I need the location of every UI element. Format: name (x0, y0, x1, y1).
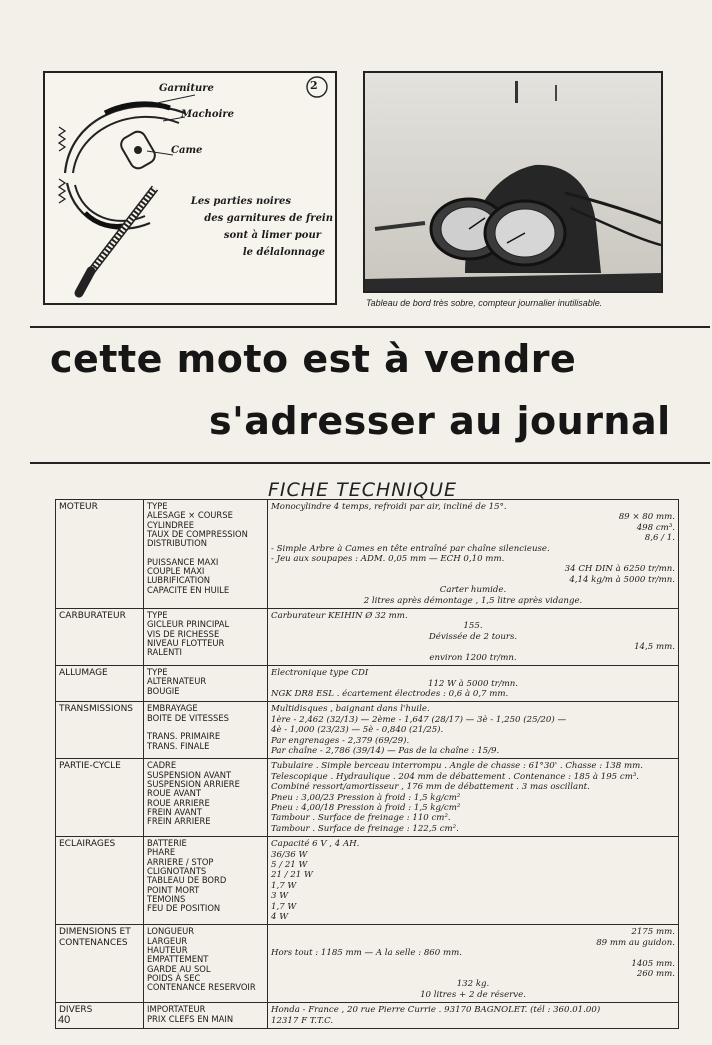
spec-label: CAPACITE EN HUILE (147, 584, 230, 595)
spec-label: NIVEAU FLOTTEUR (147, 637, 225, 648)
dashboard-photo (363, 71, 663, 293)
spec-value: 260 mm. (636, 969, 675, 980)
spec-label: TYPE (147, 667, 168, 678)
spec-label: GARDE AU SOL (147, 963, 211, 974)
spec-label: ROUE AVANT (147, 788, 201, 799)
spec-label: CLIGNOTANTS (147, 866, 207, 877)
spec-label: LONGUEUR (147, 926, 195, 937)
spec-value: 89 mm au guidon. (596, 937, 675, 948)
spec-labels (144, 609, 268, 666)
spec-value: Capacité 6 V , 4 AH. (271, 839, 360, 850)
spec-row (56, 666, 679, 702)
spec-label: CONTENANCE RESERVOIR (147, 982, 256, 993)
spec-label: TYPE (147, 501, 168, 511)
figure-note-line: Les parties noires (190, 196, 291, 207)
spec-values (268, 837, 679, 925)
spec-value: 3 W (271, 891, 289, 902)
spec-label: DISTRIBUTION (147, 538, 207, 549)
spec-label: LUBRIFICATION (147, 575, 211, 586)
spec-row (56, 759, 679, 837)
spec-label: BATTERIE (147, 838, 187, 849)
spec-label: EMBRAYAGE (147, 703, 198, 714)
brake-shoe-drawing (45, 73, 335, 303)
spec-value: 112 W à 5000 tr/mn. (427, 678, 519, 689)
dashboard-photo-image (365, 73, 661, 291)
spec-label: ALTERNATEUR (147, 676, 207, 687)
spec-category: CARBURATEUR (56, 609, 144, 666)
spec-label: BOUGIE (147, 685, 180, 696)
spec-value: Carter humide. (439, 585, 507, 596)
spec-label: TEMOINS (147, 893, 186, 904)
spec-row (56, 702, 679, 759)
spec-value: - Jeu aux soupapes : ADM. 0,05 mm — ECH 0,10 mm. (271, 554, 505, 565)
spec-values (268, 925, 679, 1003)
spec-row (56, 609, 679, 666)
spec-label: POINT MORT (147, 884, 200, 895)
spec-labels (144, 500, 268, 609)
fiche-title: FICHE TECHNIQUE (268, 479, 457, 501)
spec-value: Electronique type CDI (271, 668, 369, 679)
spec-value: 498 cm³. (636, 522, 675, 533)
spec-category: TRANSMISSIONS (56, 702, 144, 759)
spec-value: Hors tout : 1185 mm — A la selle : 860 mm. (271, 948, 462, 959)
spec-value: Telescopique . Hydraulique . 204 mm de débattement . Contenance : 185 à 195 cm³. (271, 771, 640, 782)
divider-bottom (30, 462, 710, 464)
photo-caption: Tableau de bord très sobre, compteur journalier inutilisable. (366, 298, 603, 308)
spec-category: DIMENSIONS ET CONTENANCES (56, 925, 144, 1003)
spec-value: 155. (463, 621, 483, 632)
spec-value: 10 litres + 2 de réserve. (420, 989, 526, 1000)
spec-label: BOITE DE VITESSES (147, 712, 229, 723)
headline-line2: s'adresser au journal (209, 399, 671, 443)
spec-value: Pneu : 3,00/23 Pression à froid : 1,5 kg/cm² (271, 792, 461, 803)
spec-values (268, 666, 679, 702)
spec-label: TRANS. FINALE (147, 740, 210, 751)
spec-value: Tubulaire . Simple berceau interrompu . Angle de chasse : 61°30' . Chasse : 138 mm. (271, 761, 643, 772)
spec-label: FREIN AVANT (147, 806, 202, 817)
spec-row (56, 837, 679, 925)
brake-shoe-figure (43, 71, 337, 305)
spec-value: 21 / 21 W (271, 870, 313, 881)
figure-note (171, 193, 335, 261)
spec-row (56, 500, 679, 609)
spec-value: 5 / 21 W (271, 860, 308, 870)
spec-value: Honda - France , 20 rue Pierre Currie . 93170 BAGNOLET. (tél : 360.01.00) (271, 1005, 601, 1016)
spec-category: DIVERS (56, 1003, 144, 1029)
headline-line1: cette moto est à vendre (50, 337, 577, 381)
spec-label: CADRE (147, 760, 177, 771)
spec-label: ALESAGE × COURSE (147, 510, 233, 521)
spec-values (268, 609, 679, 666)
spec-labels (144, 837, 268, 925)
spec-category: MOTEUR (56, 500, 144, 609)
spec-label: POIDS À SEC (147, 972, 201, 983)
spec-label: PHARE (147, 847, 176, 858)
spec-values (268, 1003, 679, 1029)
spec-value: 4è - 1,000 (23/23) — 5è - 0,840 (21/25). (271, 725, 444, 736)
spec-value: Carburateur KEIHIN Ø 32 mm. (271, 611, 408, 622)
spec-value: Dévissée de 2 tours. (428, 631, 518, 642)
spec-value: 36/36 W (271, 849, 308, 860)
spec-value: 1405 mm. (631, 958, 675, 969)
spec-label: LARGEUR (147, 935, 188, 946)
figure-note-line: le délalonnage (242, 247, 325, 258)
spec-row (56, 1003, 679, 1029)
spec-value: Combiné ressort/amortisseur , 176 mm de débattement . 3 mas oscillant. (271, 782, 590, 793)
spec-label: TAUX DE COMPRESSION (147, 528, 248, 539)
spec-label: PUISSANCE MAXI (147, 556, 219, 567)
figure-number: 2 (310, 79, 318, 92)
spec-value: Tambour . Surface de freinage : 122,5 cm². (271, 823, 459, 834)
spec-row (56, 925, 679, 1003)
spec-label: HAUTEUR (147, 945, 188, 956)
spec-value: 89 × 80 mm. (618, 512, 675, 523)
spec-label: EMPATTEMENT (147, 954, 209, 965)
spec-category: PARTIE-CYCLE (56, 759, 144, 837)
spec-value: 2175 mm. (631, 927, 675, 938)
spec-labels (144, 1003, 268, 1029)
spec-values (268, 500, 679, 609)
spec-value: NGK DR8 ESL . écartement électrodes : 0,6 à 0,7 mm. (271, 688, 509, 699)
spec-label: GICLEUR PRINCIPAL (147, 619, 230, 630)
spec-label: FEU DE POSITION (147, 903, 221, 914)
spec-label: VIS DE RICHESSE (147, 628, 220, 639)
spec-value: Par engrenages - 2,379 (69/29). (271, 735, 410, 746)
page-number: 40 (58, 1014, 71, 1026)
spec-value: Pneu : 4,00/18 Pression à froid : 1,5 kg/cm² (271, 802, 461, 813)
spec-value: 1ère - 2,462 (32/13) — 2ème - 1,647 (28/17) — 3è - 1,250 (25/20) — (271, 714, 567, 725)
spec-value: 1,7 W (271, 880, 297, 891)
figure-note-line: sont à limer pour (223, 230, 321, 241)
spec-label: SUSPENSION ARRIERE (147, 778, 240, 789)
spec-label: TRANS. PRIMAIRE (147, 731, 221, 742)
spec-labels (144, 759, 268, 837)
spec-value: Monocylindre 4 temps, refroidi par air, incliné de 15°. (271, 502, 507, 512)
spec-label: RALENTI (147, 647, 183, 658)
spec-labels (144, 702, 268, 759)
spec-category: ECLAIRAGES (56, 837, 144, 925)
spec-label: TABLEAU DE BORD (147, 875, 227, 886)
spec-value: Multidisques , baignant dans l'huile. (271, 704, 430, 715)
spec-value: 2 litres après démontage , 1,5 litre après vidange. (363, 595, 583, 606)
spec-label: FREIN ARRIERE (147, 816, 211, 827)
spec-label: CYLINDREE (147, 519, 195, 530)
figure-note-line: des garnitures de frein (204, 213, 333, 224)
divider-top (30, 326, 710, 328)
spec-labels (144, 925, 268, 1003)
spec-label: TYPE (147, 610, 168, 621)
spec-label: SUSPENSION AVANT (147, 769, 232, 780)
spec-value: 1,7 W (271, 901, 297, 912)
spec-value: environ 1200 tr/mn. (429, 652, 517, 663)
spec-label: ROUE ARRIERE (147, 797, 210, 808)
spec-value: 4 W (271, 912, 289, 923)
spec-value: 8,6 / 1. (644, 533, 675, 544)
spec-value: 4,14 kg/m à 5000 tr/mn. (569, 574, 675, 585)
spec-value: - Simple Arbre à Cames en tête entraîné par chaîne silencieuse. (271, 543, 550, 554)
spec-labels (144, 666, 268, 702)
spec-value: Par chaîne - 2,786 (39/14) — Pas de la chaîne : 15/9. (271, 745, 500, 756)
spec-table (55, 499, 679, 1029)
spec-label: COUPLE MAXI (147, 566, 205, 577)
spec-values (268, 759, 679, 837)
spec-label: ARRIERE / STOP (147, 856, 214, 867)
label-machoire: Machoire (181, 109, 235, 120)
spec-value: 132 kg. (456, 979, 490, 990)
label-came: Came (171, 145, 203, 156)
spec-table-body (56, 500, 679, 1029)
spec-value: 12317 F T.T.C. (271, 1015, 334, 1026)
spec-value: 14,5 mm. (634, 642, 675, 653)
spec-category: ALLUMAGE (56, 666, 144, 702)
label-garniture: Garniture (159, 83, 214, 94)
spec-value: Tambour . Surface de freinage : 110 cm². (271, 813, 451, 824)
spec-values (268, 702, 679, 759)
spec-label: IMPORTATEUR (147, 1004, 206, 1015)
spec-value: 34 CH DIN à 6250 tr/mn. (564, 564, 675, 575)
spec-label: PRIX CLEFS EN MAIN (147, 1013, 234, 1024)
